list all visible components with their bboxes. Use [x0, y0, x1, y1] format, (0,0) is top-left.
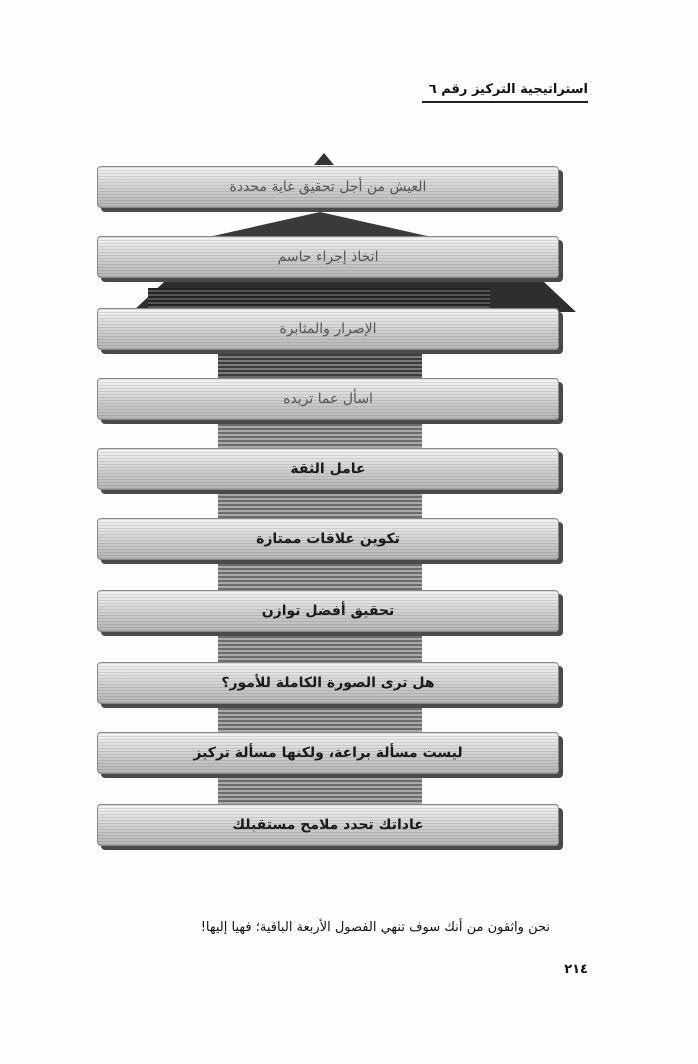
diagram-roof-middle-fill: [148, 288, 490, 310]
diagram-bar-label: عاداتك تحدد ملامح مستقبلك: [232, 817, 424, 833]
diagram-bar: [97, 518, 559, 560]
diagram-bar: [97, 590, 559, 632]
diagram-bar-label: تكوين علاقات ممتازة: [256, 531, 400, 547]
diagram-bar: [97, 662, 559, 704]
diagram-bar-label: اتخاذ إجراء حاسم: [277, 249, 379, 265]
page-number: ٢١٤: [564, 962, 588, 977]
diagram-bar-label: هل ترى الصورة الكاملة للأمور؟: [221, 675, 435, 691]
diagram-bar-label: ليست مسألة براعة، ولكنها مسألة تركيز: [193, 745, 463, 761]
diagram-bar-label: العيش من أجل تحقيق غاية محددة: [229, 179, 427, 195]
diagram-bar-label: عامل الثقة: [290, 461, 366, 477]
diagram-bar: [97, 804, 559, 846]
diagram-bar: [97, 378, 559, 420]
diagram-bar: [97, 448, 559, 490]
diagram-bar: [97, 166, 559, 208]
chapter-title: استراتيجية التركيز رقم ٦: [428, 82, 588, 97]
diagram-step-band: [218, 354, 422, 376]
diagram-bar-label: تحقيق أفضل توازن: [261, 603, 395, 619]
diagram-bar-label: اسأل عما تريده: [283, 391, 373, 407]
diagram-bar: [97, 236, 559, 278]
arrow-tip-icon: [314, 153, 334, 165]
header-rule: [422, 101, 588, 103]
diagram-bar: [97, 308, 559, 350]
closing-sentence: نحن واثقون من أنك سوف تنهي الفصول الأربعة الباقية؛ فهيا إليها!: [200, 920, 550, 935]
diagram-roof-top: [204, 212, 436, 238]
diagram-bar: [97, 732, 559, 774]
diagram-bar-label: الإصرار والمثابرة: [279, 321, 377, 337]
